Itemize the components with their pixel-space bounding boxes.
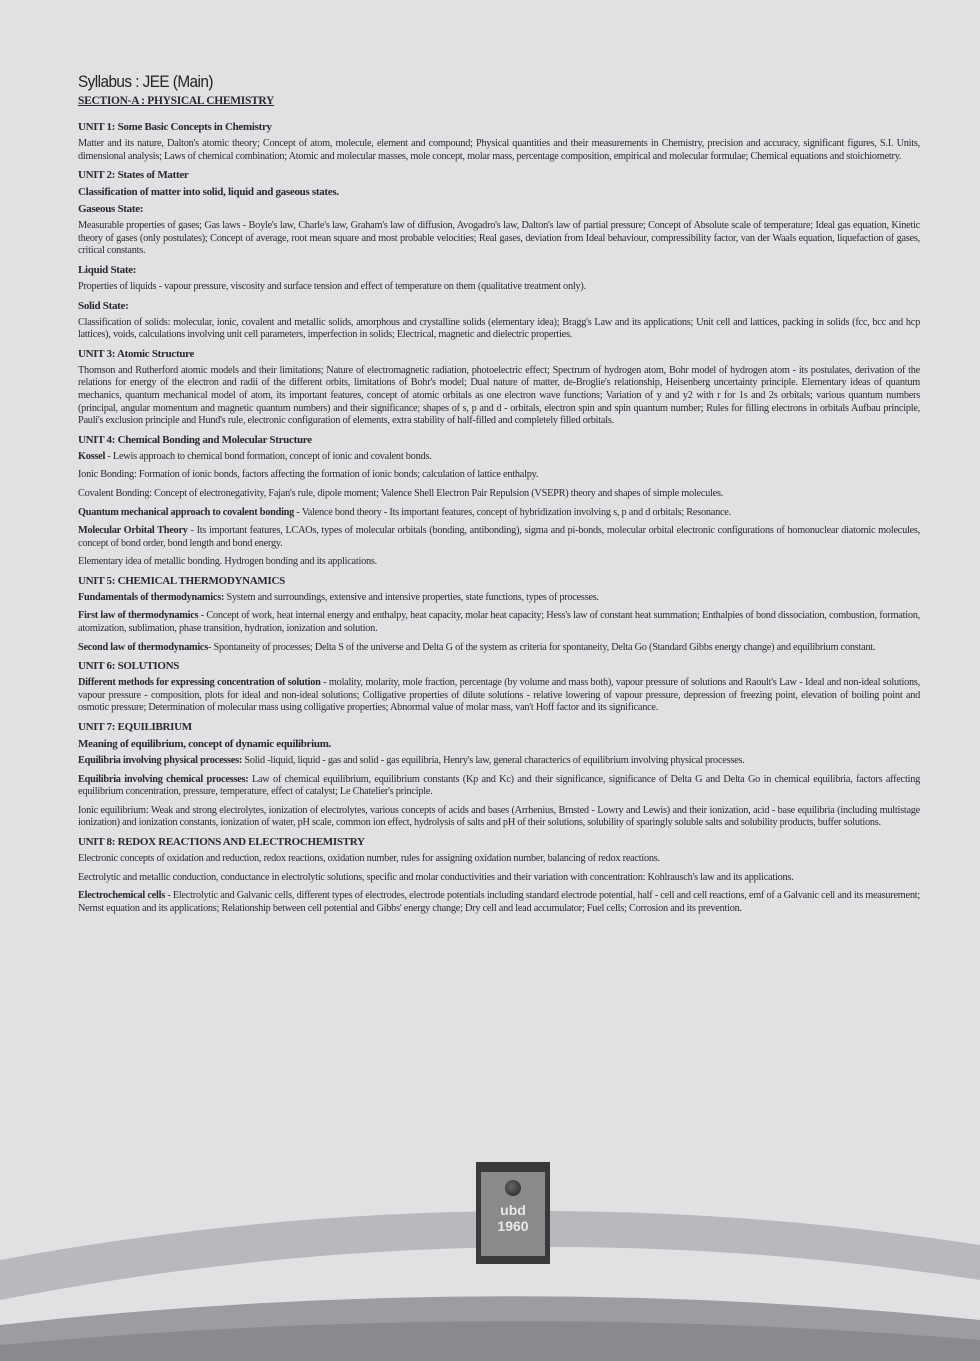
syllabus-paragraph [78,853,920,866]
paragraph-text: Solid -liquid, liquid - gas and solid - gas equilibria, Henry's law, general characterics of equilibrium involving physical processes. [242,755,745,767]
unit-heading: UNIT 7: EQUILIBRIUM [78,721,192,734]
syllabus-paragraph [78,365,920,428]
syllabus-paragraph [78,556,920,569]
subheading: Meaning of equilibrium, concept of dynamic equilibrium. [78,738,332,751]
logo-name: ubd [500,1202,526,1218]
paragraph-text: Classification of solids: molecular, ionic, covalent and metallic solids, amorphous and crystalline solids (elementary idea); Bragg's Law and its applications; Unit cell and lattices, packing in solids (fcc, bcc and hcp lattices), voids, calculations involving unit cell parameters, imperfection in solids; Electrical, magnetic and dielectric properties. [78,316,920,341]
syllabus-paragraph [78,451,920,464]
syllabus-paragraph [78,755,920,768]
syllabus-paragraph [78,774,920,799]
subheading: Liquid State: [78,263,137,276]
paragraph-lead: Kossel [78,450,106,462]
paragraph-text: - Lewis approach to chemical bond formation, concept of ionic and covalent bonds. [105,450,432,462]
page-title: Syllabus : JEE (Main) [78,72,213,91]
paragraph-lead: First law of thermodynamics [78,610,199,622]
paragraph-text: - Spontaneity of processes; Delta S of the universe and Delta G of the system as criteria for spontaneity, Delta Go (Standard Gibbs energy change) and equilibrium constant. [208,641,876,653]
paragraph-text: Matter and its nature, Dalton's atomic theory; Concept of atom, molecule, element and compound; Physical quantities and their measurements in Chemistry, precision and accuracy, significant figures, S.I. Units, dimensional analysis; Laws of chemical combination; Atomic and molecular masses, mole concept, molar mass, percentage composition, empirical and molecular formulae; Chemical equations and stoichiometry. [78,138,920,162]
paragraph-text: Properties of liquids - vapour pressure, viscosity and surface tension and effect of temperature on them (qualitative treatment only). [78,280,586,292]
paragraph-text: Ionic equilibrium: Weak and strong electrolytes, ionization of electrolytes, various concepts of acids and bases (Arrhenius, Brnsted - Lowry and Lewis) and their ionization, acid - base equilibria (including multistage ionization) and ionization constants, ionization of water, pH scale, common ion effect, hydrolysis of salts and pH of their solutions, solubility of sparingly soluble salts and solubility products, buffer solutions. [78,804,920,829]
syllabus-paragraph [78,281,920,294]
logo-year: 1960 [497,1218,529,1234]
paragraph-lead: Different methods for expressing concentration of solution [78,677,321,689]
syllabus-paragraph [78,805,920,830]
syllabus-paragraph [78,642,920,655]
paragraph-text: - Electrolytic and Galvanic cells, different types of electrodes, electrode potentials including standard electrode potential, half - cell and cell reactions, emf of a Galvanic cell and its measurement; Nernst equation and its applications; Relationship between cell potential and Gibbs' energy change; Dry cell and lead accumulator; Fuel cells; Corrosion and its prevention. [78,890,920,914]
unit-heading: UNIT 4: Chemical Bonding and Molecular Structure [78,433,312,446]
syllabus-paragraph [78,488,920,501]
paragraph-text: Ionic Bonding: Formation of ionic bonds, factors affecting the formation of ionic bonds; calculation of lattice enthalpy. [78,469,539,481]
paragraph-text: Eectrolytic and metallic conduction, conductance in electrolytic solutions, specific and molar conductivities and their variation with concentration: Kohlrausch's law and its applications. [78,871,794,883]
paragraph-text: Elementary idea of metallic bonding. Hydrogen bonding and its applications. [78,556,377,568]
unit-heading: UNIT 2: States of Matter [78,169,189,182]
syllabus-content [78,121,920,915]
paragraph-text: Electronic concepts of oxidation and reduction, redox reactions, oxidation number, rules for assigning oxidation number, balancing of redox reactions. [78,853,660,864]
unit-heading: UNIT 3: Atomic Structure [78,347,195,360]
paragraph-lead: Second law of thermodynamics [78,641,209,653]
syllabus-paragraph [78,890,920,915]
subheading: Classification of matter into solid, liquid and gaseous states. [78,186,339,199]
section-heading: SECTION-A : PHYSICAL CHEMISTRY [78,95,275,107]
ubd-logo [476,1162,550,1264]
paragraph-text: - Valence bond theory - Its important features, concept of hybridization involving s, p and d orbitals; Resonance. [294,506,731,518]
syllabus-paragraph [78,677,920,715]
syllabus-paragraph [78,317,920,342]
paragraph-text: - Its important features, LCAOs, types of molecular orbitals (bonding, antibonding), sigma and pi-bonds, molecular orbital electronic configurations of homonuclear diatomic molecules, concept of bond order, bond length and bond energy. [78,525,920,549]
paragraph-text: Measurable properties of gases; Gas laws - Boyle's law, Charle's law, Graham's law of diffusion, Avogadro's law, Dalton's law of partial pressure; Concept of Absolute scale of temperature; Ideal gas equation, Kinetic theory of gases (only postulates); Concept of average, root mean square and most probable velocities; Real gases, deviation from Ideal behaviour, compressibility factor, van der Waals equation, liquefaction of gases, critical constants. [78,220,920,257]
paragraph-lead: Electrochemical cells [78,890,165,902]
paragraph-lead: Equilibria involving chemical processes: [78,773,249,785]
paragraph-text: Law of chemical equilibrium, equilibrium constants (Kp and Kc) and their significance, significance of Delta G and Delta Go in chemical equilibria, factors affecting equilibrium concentration, pressure, temperature, effect of catalyst; Le Chatelier's principle. [78,773,920,798]
syllabus-paragraph [78,138,920,163]
unit-heading: UNIT 6: SOLUTIONS [78,660,180,673]
paragraph-text: Thomson and Rutherford atomic models and their limitations; Nature of electromagnetic radiation, photoelectric effect; Spectrum of hydrogen atom, Bohr model of hydrogen atom - its postulates, derivation of the relations for energy of the electron and radii of the different orbits, limitations of Bohr's model; Dual nature of matter, de-Broglie's relationship, Heisenberg uncertainty principle. Elementary ideas of quantum mechanics, quantum mechanical model of atom, its important features, concept of atomic orbitals as one electron wave functions; Variation of y and y2 with r for 1s and 2s orbitals; various quantum numbers (principal, angular momentum and magnetic quantum numbers) and their significance; shapes of s, p and d - orbitals, electron spin and spin quantum number; Rules for filling electrons in orbitals Aufbau principle, Pauli's exclusion principle and Hund's rule, electronic configuration of elements, extra stability of half-filled and completely filled orbitals. [78,364,920,427]
unit-heading: UNIT 5: CHEMICAL THERMODYNAMICS [78,574,285,587]
paragraph-lead: Molecular Orbital Theory [78,525,188,537]
syllabus-document [78,72,920,921]
subheading: Gaseous State: [78,203,144,216]
syllabus-paragraph [78,507,920,520]
paragraph-text: - molality, molarity, mole fraction, percentage (by volume and mass both), vapour pressure of solutions and Raoult's Law - Ideal and non-ideal solutions, vapour pressure - composition, plots for ideal and non-ideal solutions; Colligative properties of dilute solutions - relative lowering of vapour pressure, depression of freezing point, elevation of boiling point and osmotic pressure; Determination of molecular mass using colligative properties; Abnormal value of molar mass, van't Hoff factor and its significance. [78,677,921,714]
paragraph-text: System and surroundings, extensive and intensive properties, state functions, types of processes. [224,591,599,603]
syllabus-paragraph [78,610,920,635]
paragraph-text: - Concept of work, heat internal energy and enthalpy, heat capacity, molar heat capacity; Hess's law of constant heat summation; Enthalpies of bond dissociation, combustion, formation, atomization, sublimation, phase transition, hydration, ionization and solution. [78,610,920,635]
paragraph-lead: Equilibria involving physical processes: [78,755,243,767]
syllabus-paragraph [78,525,920,550]
globe-icon [505,1180,521,1196]
subheading: Solid State: [78,299,129,312]
syllabus-paragraph [78,592,920,605]
paragraph-lead: Fundamentals of thermodynamics: [78,591,225,603]
syllabus-paragraph [78,469,920,482]
paragraph-text: Covalent Bonding: Concept of electronegativity, Fajan's rule, dipole moment; Valence Shell Electron Pair Repulsion (VSEPR) theory and shapes of simple molecules. [78,487,724,499]
paragraph-lead: Quantum mechanical approach to covalent bonding [78,506,295,518]
syllabus-paragraph [78,872,920,885]
unit-heading: UNIT 8: REDOX REACTIONS AND ELECTROCHEMISTRY [78,836,365,848]
unit-heading: UNIT 1: Some Basic Concepts in Chemistry [78,121,272,133]
syllabus-paragraph [78,220,920,258]
